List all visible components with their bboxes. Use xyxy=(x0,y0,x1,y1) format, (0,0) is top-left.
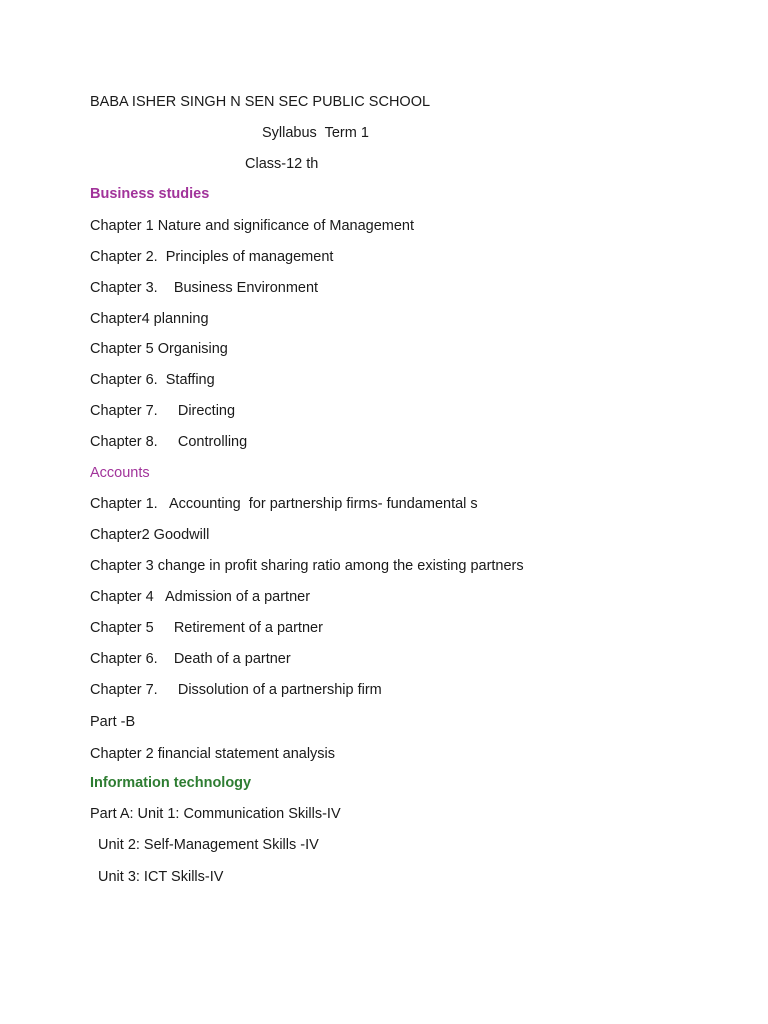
bs-chapter-item: Chapter 8. Controlling xyxy=(90,434,248,450)
school-name: BABA ISHER SINGH N SEN SEC PUBLIC SCHOOL xyxy=(90,94,431,110)
bs-chapter-item: Chapter 1 Nature and significance of Management xyxy=(90,218,415,234)
bs-chapter-item: Chapter 5 Organising xyxy=(90,341,228,357)
syllabus-title: Syllabus Term 1 xyxy=(262,125,369,141)
acc-chapter-item: Chapter 6. Death of a partner xyxy=(90,651,291,667)
accounts-heading: Accounts xyxy=(90,465,150,481)
it-unit-item: Part A: Unit 1: Communication Skills-IV xyxy=(90,806,341,822)
bs-chapter-item: Chapter 7. Directing xyxy=(90,403,236,419)
part-b-label: Part -B xyxy=(90,714,136,730)
it-unit-item: Unit 2: Self-Management Skills -IV xyxy=(98,837,319,853)
acc-chapter-item: Chapter 1. Accounting for partnership firms- fundamental s xyxy=(90,496,478,512)
bs-chapter-item: Chapter4 planning xyxy=(90,311,209,327)
bs-chapter-item: Chapter 6. Staffing xyxy=(90,372,215,388)
information-technology-heading: Information technology xyxy=(90,775,252,791)
acc-chapter-item: Chapter 4 Admission of a partner xyxy=(90,589,311,605)
acc-chapter-item: Chapter 3 change in profit sharing ratio among the existing partners xyxy=(90,558,524,574)
acc-chapter-item: Chapter 7. Dissolution of a partnership firm xyxy=(90,682,382,698)
class-label: Class-12 th xyxy=(245,156,319,172)
business-studies-heading: Business studies xyxy=(90,186,210,202)
it-unit-item: Unit 3: ICT Skills-IV xyxy=(98,869,224,885)
acc-chapter-item: Chapter2 Goodwill xyxy=(90,527,210,543)
acc-chapter-item: Chapter 5 Retirement of a partner xyxy=(90,620,323,636)
bs-chapter-item: Chapter 3. Business Environment xyxy=(90,280,319,296)
bs-chapter-item: Chapter 2. Principles of management xyxy=(90,249,334,265)
acc-part-b-chapter-item: Chapter 2 financial statement analysis xyxy=(90,746,336,762)
